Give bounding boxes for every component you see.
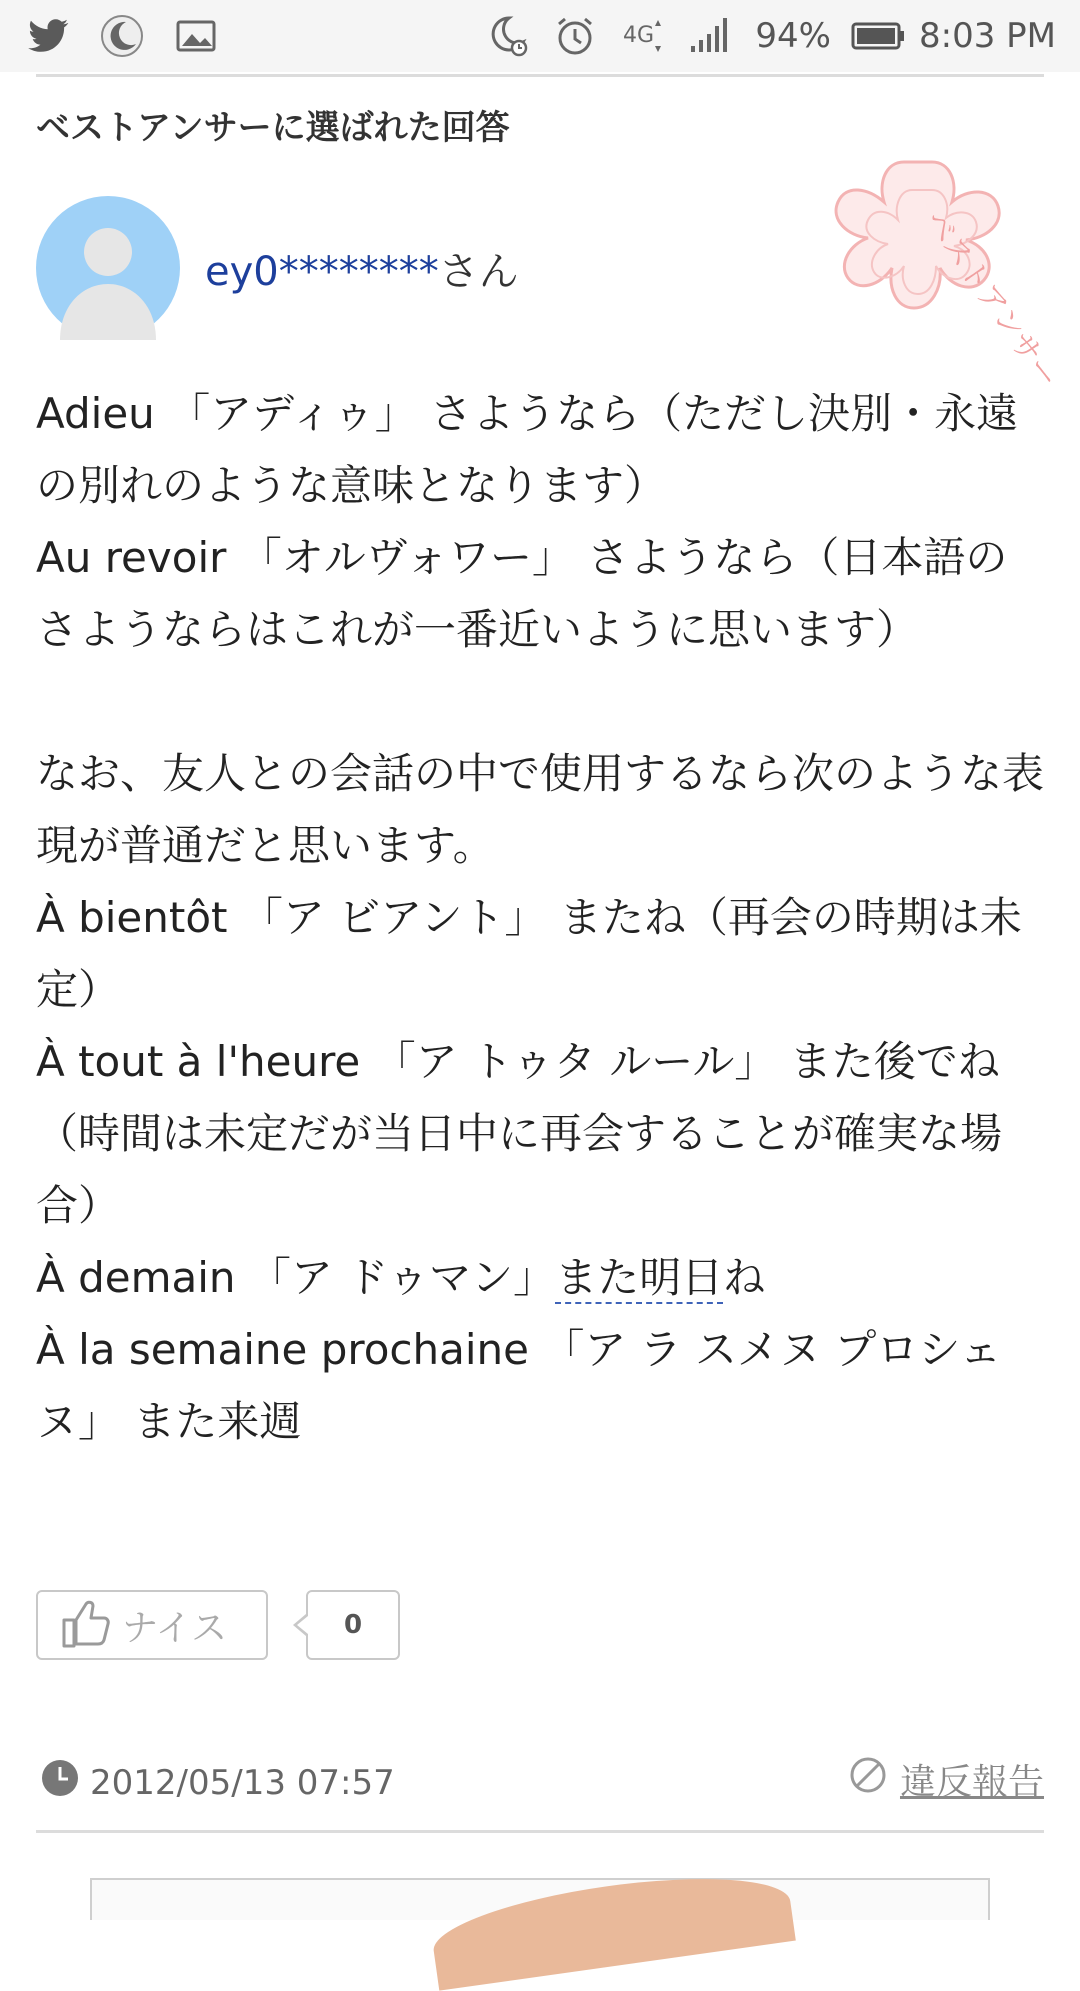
answerer-id[interactable]: ey0******** (205, 249, 439, 295)
divider (36, 1830, 1044, 1833)
answer-text: À demain 「ア ドゥマン」 (36, 1253, 556, 1302)
do-not-disturb-icon (483, 12, 531, 60)
default-user-icon (36, 196, 180, 340)
prohibited-icon (848, 1755, 888, 1804)
report-label[interactable]: 違反報告 (899, 1762, 1044, 1803)
svg-text:4G: 4G (623, 23, 655, 48)
posted-time (40, 1758, 395, 1807)
thumbs-up-icon (58, 1596, 112, 1654)
answer-paragraph: なお、友人との会話の中で使用するなら次のような表現が普通だと思います。 (36, 749, 1045, 870)
twitter-icon (24, 12, 72, 60)
answer-paragraph: Au revoir 「オルヴォワー」 さようなら（日本語のさようならはこれが一番近いように思います） (36, 533, 1008, 654)
section-heading: ベストアンサーに選ばれた回答 (36, 108, 510, 148)
4g-icon (619, 12, 667, 60)
status-left (24, 12, 220, 60)
count-pointer-inner (297, 1616, 308, 1634)
battery-icon (851, 12, 899, 60)
image-content (428, 1861, 796, 1990)
answer-paragraph: À tout à l'heure 「ア トゥタ ルール」 また後でね（時間は未定だが当日中に再会することが確実な場合） (36, 1037, 1003, 1230)
keyword-link[interactable]: また明日 (555, 1253, 724, 1302)
nice-button[interactable] (36, 1590, 268, 1660)
divider (36, 74, 1044, 77)
answerer-name[interactable] (205, 240, 519, 297)
nice-label: ナイス (122, 1607, 228, 1649)
best-answer-badge-text: ベストアンサー (917, 204, 1066, 395)
status-right (483, 12, 1056, 60)
best-answer-badge (820, 150, 1066, 395)
signal-icon (687, 12, 735, 60)
ad-image[interactable] (90, 1878, 990, 1920)
blank-line (36, 666, 1048, 738)
clock-icon (40, 1758, 80, 1807)
alarm-icon (551, 12, 599, 60)
clock: 8:03 PM (919, 16, 1056, 56)
moon-app-icon (98, 12, 146, 60)
honorific: さん (438, 249, 519, 295)
answer-paragraph: À la semaine prochaine 「ア ラ スメヌ プロシェヌ」 また来週 (36, 1325, 1002, 1446)
avatar[interactable] (36, 196, 180, 340)
nice-count: 0 (306, 1590, 400, 1660)
posted-date: 2012/05/13 07:57 (90, 1762, 395, 1803)
answer-paragraph (36, 1242, 1048, 1314)
status-bar (0, 0, 1080, 72)
answer-body (36, 378, 1048, 1458)
answer-text: ね (723, 1253, 766, 1302)
image-icon (172, 12, 220, 60)
answer-paragraph: Adieu 「アディゥ」 さようなら（ただし決別・永遠の別れのような意味となります） (36, 389, 1019, 510)
answer-paragraph: À bientôt 「ア ビアント」 またね（再会の時期は未定） (36, 893, 1022, 1014)
report-violation-link[interactable] (848, 1754, 1044, 1805)
battery-percent: 94% (755, 16, 831, 56)
